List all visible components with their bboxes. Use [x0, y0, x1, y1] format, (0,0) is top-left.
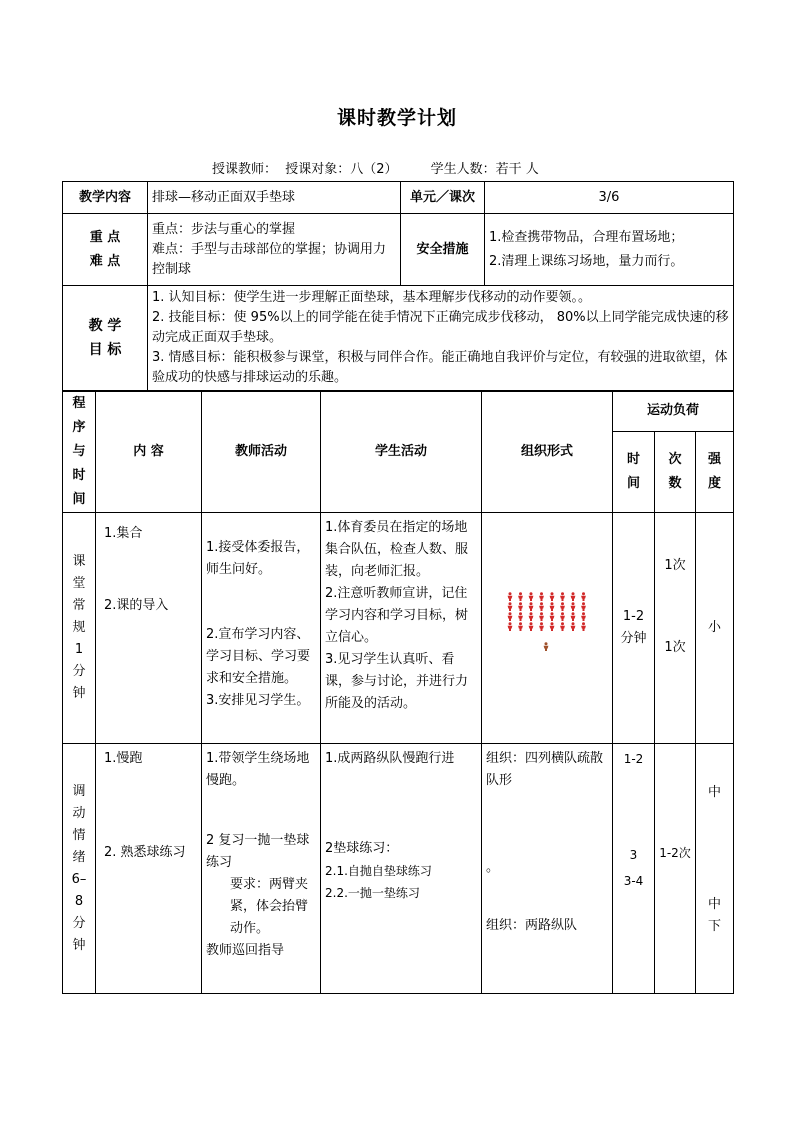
lesson-procedure-table — [62, 391, 734, 994]
header-content: 内 容 — [96, 392, 202, 513]
row1-student — [321, 513, 482, 744]
row1-student-1: 1.体育委员在指定的场地集合队伍，检查人数、服装，向老师汇报。 — [325, 520, 469, 579]
row2-intensity-1: 中 — [708, 785, 722, 800]
student-figure — [571, 592, 576, 601]
goal-label — [63, 286, 148, 391]
lesson-header-table — [62, 181, 734, 391]
content-value: 排球—移动正面双手垫球 — [148, 182, 401, 214]
difficult-label: 难 点 — [89, 253, 121, 269]
student-figure — [581, 622, 586, 631]
row2-teacher-2: 2 复习一抛一垫球练习 — [206, 833, 310, 870]
unit-label: 单元／课次 — [401, 182, 485, 214]
row2-content-2: 2. 熟悉球练习 — [104, 845, 186, 860]
info-target: 授课对象：八（2） — [285, 162, 398, 177]
goal-value — [148, 286, 734, 391]
student-figure — [539, 602, 544, 611]
formation-diagram — [502, 589, 592, 659]
row2-intensity — [696, 744, 734, 994]
goal-item: 2. 技能目标：使 95%以上的同学能在徒手情况下正确完成步伐移动， 80%以上同学能完成快速的移动完成正面双手垫球。 — [152, 310, 729, 345]
goal-item: 3. 情感目标：能积极参与课堂，积极与同伴合作。能正确地自我评价与定位，有较强的进取欲望，体验成功的快感与排球运动的乐趣。 — [152, 350, 728, 385]
student-figure — [581, 612, 586, 621]
safety-label: 安全措施 — [401, 214, 485, 286]
row2-teacher-4: 教师巡回指导 — [206, 943, 285, 958]
page-title: 课时教学计划 — [336, 107, 457, 129]
student-figure — [529, 592, 534, 601]
row2-student-3: 2.1.自抛自垫球练习 — [325, 864, 432, 878]
row2-teacher — [202, 744, 321, 994]
table-row — [63, 744, 734, 994]
header-times: 次数 — [655, 431, 696, 512]
difficult-point: 难点：手型与击球部位的掌握；协调用力控制球 — [152, 241, 387, 277]
row2-org-2: 。 — [486, 860, 500, 875]
student-figure — [560, 592, 565, 601]
row1-student-3: 3.见习学生认真听、看课，参与讨论，并进行力所能及的活动。 — [325, 652, 469, 711]
student-figure — [518, 622, 523, 631]
row2-student-1: 1.成两路纵队慢跑行进 — [325, 751, 455, 766]
row2-time-3: 3-4 — [623, 874, 644, 888]
student-figure — [550, 612, 555, 621]
row1-content — [96, 513, 202, 744]
row2-org-1: 组织：四列横队疏散队形 — [486, 751, 604, 788]
row2-org-3: 组织：两路纵队 — [486, 918, 578, 933]
header-student: 学生活动 — [321, 392, 482, 513]
student-figure — [529, 602, 534, 611]
row1-procedure: 课堂常规1分钟 — [63, 513, 96, 744]
info-teacher: 授课教师： — [212, 162, 278, 177]
row2-time — [613, 744, 655, 994]
goal-label-2: 目 标 — [88, 342, 122, 358]
student-figure — [539, 612, 544, 621]
row1-teacher-2: 2.宣布学习内容、学习目标、学习要求和安全措施。 — [206, 627, 311, 686]
key-difficult-label — [63, 214, 148, 286]
student-figure — [550, 592, 555, 601]
row2-teacher-1: 1.带领学生绕场地慢跑。 — [206, 751, 310, 788]
row2-times — [655, 744, 696, 994]
header-time: 时间 — [613, 431, 655, 512]
row1-teacher-1: 1.接受体委报告，师生问好。 — [206, 540, 310, 577]
content-label: 教学内容 — [63, 182, 148, 214]
info-count: 学生人数：若干 人 — [430, 162, 539, 177]
row2-student — [321, 744, 482, 994]
key-point: 重点：步法与重心的掌握 — [152, 221, 296, 237]
key-label: 重 点 — [89, 229, 121, 245]
student-figure — [508, 602, 513, 611]
goal-item: 1. 认知目标：使学生进一步理解正面垫球，基本理解步伐移动的动作要领。。 — [152, 290, 592, 305]
row2-times-1: 1-2次 — [659, 846, 691, 860]
teacher-figure — [544, 642, 549, 651]
table-row — [63, 513, 734, 744]
key-difficult-value — [148, 214, 401, 286]
header-org: 组织形式 — [482, 392, 613, 513]
header-load: 运动负荷 — [613, 392, 734, 432]
student-figure — [571, 622, 576, 631]
row1-student-2: 2.注意听教师宣讲，记住学习内容和学习目标，树立信心。 — [325, 586, 469, 645]
student-figure — [560, 602, 565, 611]
student-figure — [539, 622, 544, 631]
row2-content-1: 1.慢跑 — [104, 751, 143, 766]
student-figure — [529, 612, 534, 621]
student-figure — [539, 592, 544, 601]
row2-intensity-2: 中下 — [708, 897, 722, 934]
student-figure — [581, 602, 586, 611]
row1-times-1: 1次 — [664, 558, 686, 573]
student-figure — [550, 622, 555, 631]
unit-value: 3/6 — [485, 182, 734, 214]
student-figure — [550, 602, 555, 611]
header-teacher: 教师活动 — [202, 392, 321, 513]
student-figure — [560, 612, 565, 621]
student-figure — [571, 602, 576, 611]
student-figure — [518, 612, 523, 621]
row1-content-2: 2.课的导入 — [104, 598, 169, 613]
safety-item-1: 1.检查携带物品，合理布置场地； — [489, 229, 684, 245]
row1-time: 1-2分钟 — [613, 513, 655, 744]
student-figure — [508, 592, 513, 601]
student-figure — [518, 592, 523, 601]
header-intensity: 强度 — [696, 431, 734, 512]
row1-times — [655, 513, 696, 744]
row1-intensity: 小 — [696, 513, 734, 744]
student-figure — [518, 602, 523, 611]
student-figure — [508, 612, 513, 621]
header-procedure: 程序与时间 — [63, 392, 96, 513]
safety-item-2: 2.清理上课练习场地，量力而行。 — [489, 253, 684, 269]
row2-org — [482, 744, 613, 994]
row2-student-4: 2.2.一抛一垫练习 — [325, 886, 420, 900]
student-figure — [529, 622, 534, 631]
row1-org — [482, 513, 613, 744]
row2-time-2: 3 — [629, 848, 638, 862]
student-figure — [571, 612, 576, 621]
student-figure — [560, 622, 565, 631]
row1-times-2: 1次 — [664, 640, 686, 655]
goal-label-1: 教 学 — [88, 318, 122, 334]
row2-teacher-3: 要求：两臂夹紧，体会抬臂动作。 — [230, 877, 309, 936]
row2-student-2: 2垫球练习： — [325, 841, 399, 856]
row2-time-1: 1-2 — [623, 752, 644, 766]
row1-content-1: 1.集合 — [104, 526, 143, 541]
student-figure — [508, 622, 513, 631]
row1-teacher-3: 3.安排见习学生。 — [206, 693, 310, 708]
safety-value — [485, 214, 734, 286]
row2-procedure: 调动情绪6–8分钟 — [63, 744, 96, 994]
row2-content — [96, 744, 202, 994]
row1-teacher — [202, 513, 321, 744]
info-line — [212, 158, 539, 177]
student-figure — [581, 592, 586, 601]
